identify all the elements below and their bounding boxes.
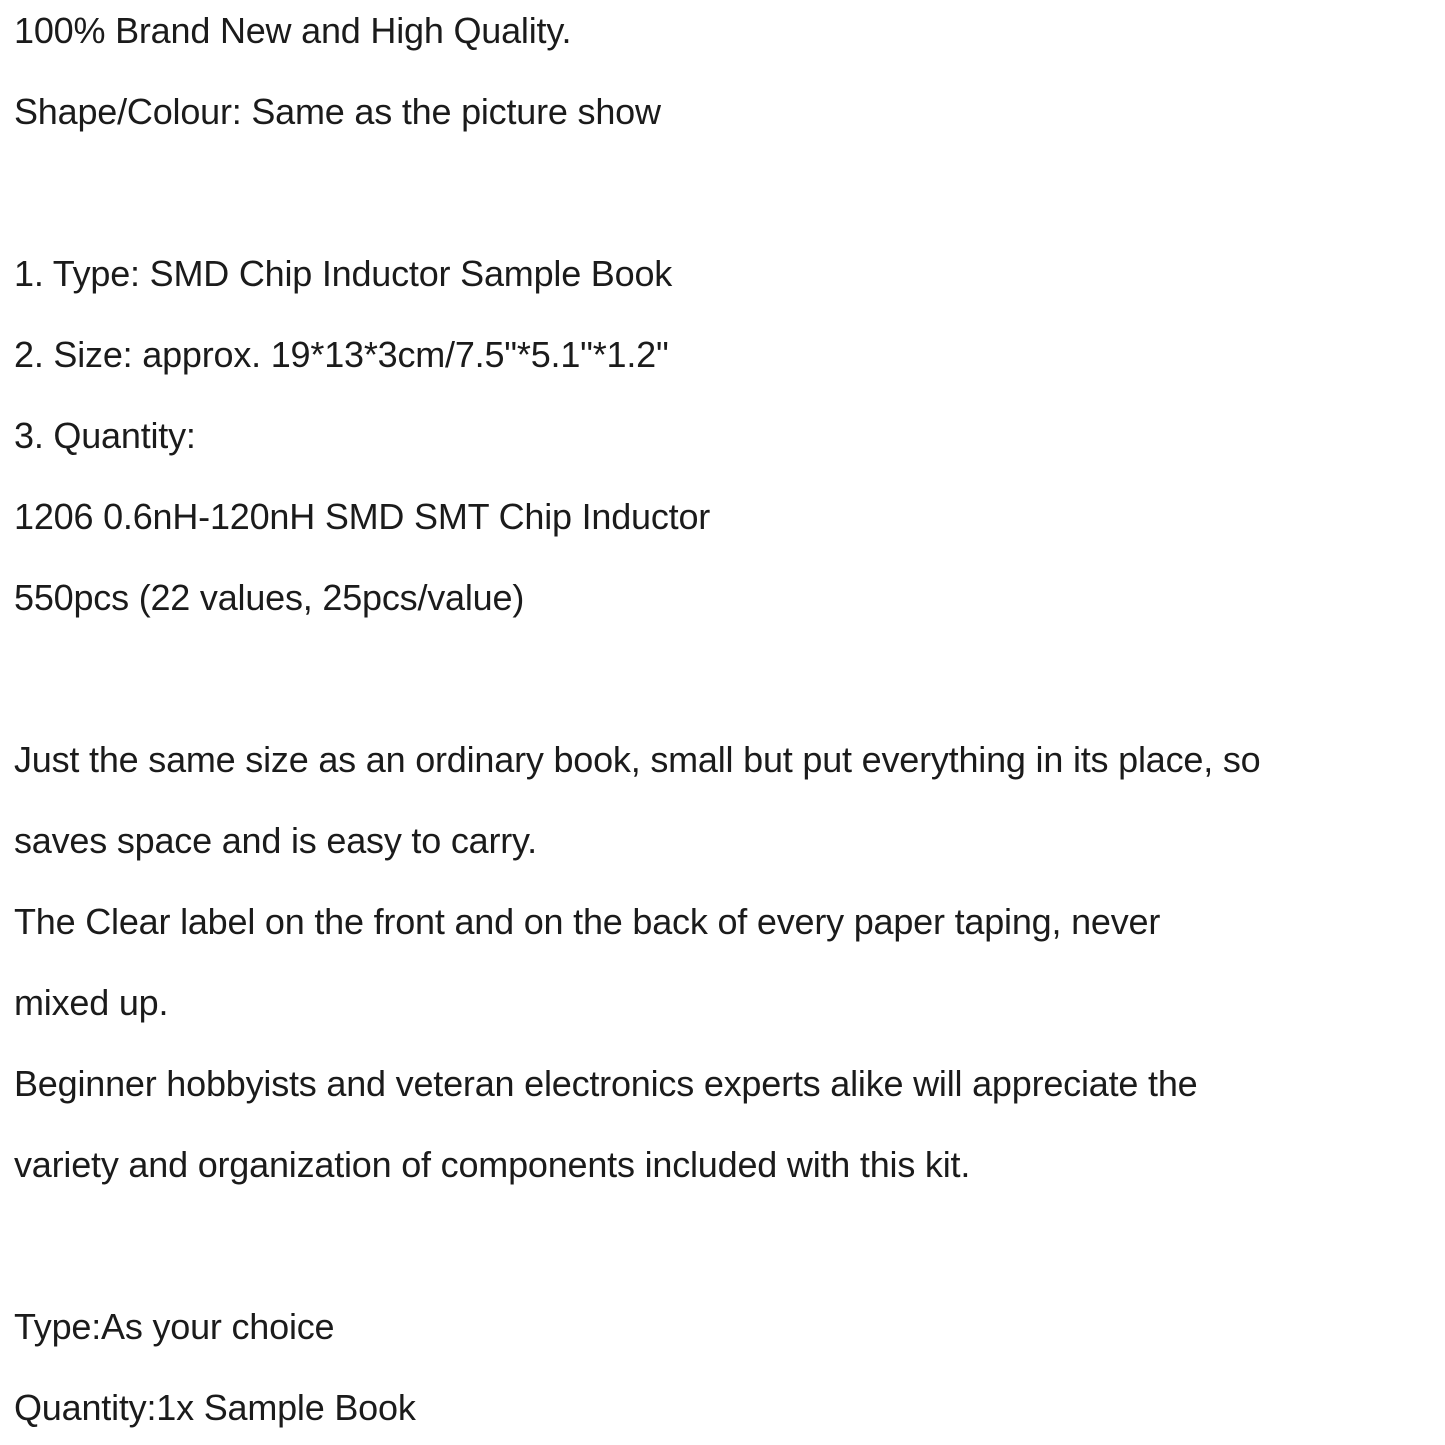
description-line: 2. Size: approx. 19*13*3cm/7.5"*5.1"*1.2" [14,334,669,375]
product-description [14,0,1445,1445]
description-line: 3. Quantity: [14,415,196,456]
description-line-blank [14,152,1445,233]
description-line: Shape/Colour: Same as the picture show [14,91,661,132]
description-line-blank [14,638,1445,719]
description-line: Beginner hobbyists and veteran electronics experts alike will appreciate the [14,1063,1198,1104]
description-line: 1206 0.6nH-120nH SMD SMT Chip Inductor [14,496,711,537]
description-line: Just the same size as an ordinary book, small but put everything in its place, so [14,739,1261,780]
description-line: Quantity:1x Sample Book [14,1387,416,1428]
description-line: The Clear label on the front and on the back of every paper taping, never [14,901,1161,942]
description-line: saves space and is easy to carry. [14,820,537,861]
description-line: mixed up. [14,982,169,1023]
description-line: Type:As your choice [14,1306,335,1347]
description-line-blank [14,1205,1445,1286]
description-line: variety and organization of components included with this kit. [14,1144,971,1185]
description-line: 550pcs (22 values, 25pcs/value) [14,577,525,618]
description-line: 1. Type: SMD Chip Inductor Sample Book [14,253,673,294]
description-line: 100% Brand New and High Quality. [14,10,572,51]
